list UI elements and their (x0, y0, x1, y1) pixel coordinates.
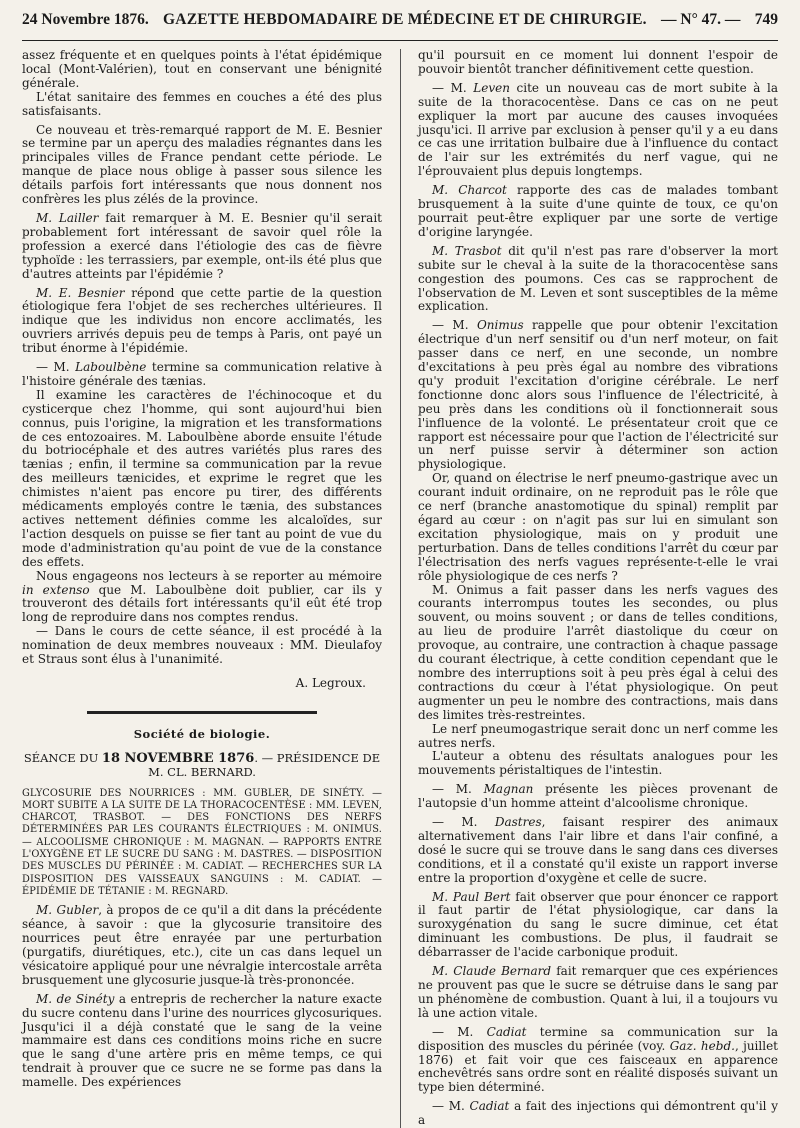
paragraph-text: dit qu'il n'est pas rare d'observer la mort subite sur le cheval à la suite de la thoracocentèse sans congestion des poumons. Ces cas se rapprochent de l'observation de M. Leven et sont susceptibles de la même explication. (418, 243, 778, 314)
paragraph-text: présente les pièces provenant de l'autopsie d'un homme atteint d'alcoolisme chronique. (418, 782, 779, 811)
paragraph-text: répond que cette partie de la question étiologique fera l'objet de ses recherches ultérieures. Il indique que les individus non encore acclimatés, les ouvriers arrivés depuis peu de temps à Paris, ont payé un tribut énorme à l'épidémie. (22, 285, 382, 356)
dash-prefix: — M. (432, 80, 474, 95)
paragraph-text: rapporte des cas de malades tombant brusquement à la suite d'une quinte de toux, ce qu'on pourrait peut-être expliquer par une sorte de vertige d'origine laryngée. (418, 183, 779, 239)
speaker-name: Cadiat (469, 1099, 510, 1114)
header-date: 24 Novembre 1876. (22, 11, 149, 28)
header-journal-title: GAZETTE HEBDOMADAIRE DE MÉDECINE ET DE CHIRURGIE. (163, 11, 647, 28)
seance-heading (22, 752, 382, 780)
running-header (22, 0, 778, 41)
paragraph (418, 816, 778, 886)
paragraph (418, 965, 778, 1021)
speaker-name: Laboulbène (75, 360, 147, 375)
speaker-name: Dastres (494, 815, 542, 830)
paragraph-text: cite un nouveau cas de mort subite à la suite de la thoracocentèse. Dans ce cas on ne peut expliquer la mort par aucune des causes invoquées jusqu'ici. Il arrive par exclusion à penser qu'il y a eu dans ce cas une irritation bulbaire due à l'influence du contact de l'air sur les extrémités du nerf vague, qui ne l'éprouvaient plus depuis longtemps. (418, 80, 779, 179)
paragraph (418, 1100, 778, 1128)
dash-prefix: — M. (432, 782, 484, 797)
paragraph (418, 1026, 778, 1096)
seance-date: 18 NOVEMBRE 1876 (101, 750, 255, 766)
emphasis: in extenso (22, 582, 90, 597)
speaker-name: Magnan (483, 782, 534, 797)
paragraph: M. Onimus a fait passer dans les nerfs vagues des courants interrompus toutes les secondes, ou plus souvent, ou moins souvent ; or dans de telles conditions, au lieu de produire l'arrêt diastolique du cœur on provoque, au contraire, une contraction à chaque passage du courant électrique, à cette condition cependant que le nombre des interruptions soit à peu près égal à celui des contractions du cœur à l'état physiologique. On peut augmenter un peu le nombre des contractions, mais dans des limites très-restreintes. (418, 582, 778, 722)
paragraph-text: fait remarquer que ces expériences ne prouvent pas que le sucre se détruise dans le sang par un phénomène de combustion. Quant à lui, il a toujours vu là une action vitale. (418, 964, 778, 1020)
paragraph-text: a entrepris de rechercher la nature exacte du sucre contenu dans l'urine des nourrices glycosuriques. Jusqu'ici il a déjà constaté que le sang de la veine mammaire est dans ces conditions moins riche en sucre que le sang d'une artère pris en même temps, ce qui tendrait à prouver que ce sucre ne se forme pas dans la mamelle. Des expériences (22, 991, 382, 1090)
paragraph-text: termine sa communication relative à l'histoire générale des tænias. (22, 360, 383, 388)
paragraph-text: fait remarquer à M. E. Besnier qu'il serait probablement fort intéressant de savoir quel rôle la profession a exercé dans l'étiologie des cas de fièvre typhoïde : les terrassiers, par exemple, ont-ils été plus que d'autres atteints par l'épidémie ? (22, 210, 382, 281)
dash-prefix: — M. (432, 1099, 470, 1114)
speaker-name: M. de Sinéty (36, 991, 115, 1006)
paragraph (418, 891, 778, 961)
seance-presidency: . — PRÉSIDENCE DE M. CL. BERNARD. (148, 750, 381, 779)
paragraph (22, 570, 382, 626)
speaker-name: Leven (473, 80, 510, 95)
dash-prefix: — M. (36, 360, 76, 375)
paragraph: L'état sanitaire des femmes en couches a été des plus satisfaisants. (22, 89, 382, 118)
paragraph-text: , juillet 1876) et fait voir que ces faisceaux en apparence enchevêtrés sans ordre sont en réalité disposés suivant un type bien déterminé. (418, 1038, 778, 1095)
paragraph-text: termine sa communication sur la disposition des muscles du périnée (voy. (418, 1024, 778, 1053)
speaker-name: M. Paul Bert (432, 889, 511, 904)
paragraph (22, 993, 382, 1090)
paragraph (418, 245, 778, 315)
paragraph (22, 361, 382, 389)
paragraph: assez fréquente et en quelques points à l'état épidémique local (Mont-Valérien), tout en conservant une bénignité générale. (22, 48, 382, 90)
paragraph (418, 82, 778, 179)
paragraph-text: , faisant respirer des animaux alternativement dans l'air libre et dans l'air confiné, a dosé le sucre qui se trouve dans le sang dans ces diverses conditions, et il a constaté qu'il existe un rapport inverse entre la proportion d'oxygène et celle de sucre. (418, 815, 779, 885)
paragraph-text: Nous engageons nos lecteurs à se reporter au mémoire (36, 568, 382, 583)
journal-reference: Gaz. hebd. (669, 1038, 735, 1053)
dash-prefix: — M. (432, 1024, 487, 1039)
speaker-name: M. Claude Bernard (432, 964, 552, 979)
header-page-number: 749 (754, 11, 778, 28)
section-title: Société de biologie. (133, 726, 271, 741)
author-signature: A. Legroux. (295, 675, 366, 690)
column-divider (400, 49, 401, 1128)
section-separator-rule (87, 711, 317, 714)
paragraph: L'auteur a obtenu des résultats analogues pour les mouvements péristaltiques de l'intestin. (418, 749, 778, 778)
speaker-name: M. E. Besnier (36, 285, 125, 300)
paragraph-text: rappelle que pour obtenir l'excitation électrique d'un nerf sensitif ou d'un nerf moteur, on fait passer dans ce nerf, en une seconde, un nombre d'excitations à peu près égal au nombre des vibrations qu'y produit l'excitation d'origine cérébrale. Le nerf fonctionne donc alors sous l'influence de l'électricité, à peu près dans les conditions où il fonctionnerait sous l'influence de la volonté. Le présentateur croit que ce rapport est nécessaire pour que l'action de l'électricité sur un nerf puisse servir à déterminer son action physiologique. (418, 318, 778, 472)
paragraph-text: a fait des injections qui démontrent qu'il y a (418, 1099, 778, 1128)
paragraph-text: , à propos de ce qu'il a dit dans la précédente séance, à savoir : que la glycosurie transitoire des nourrices peut être enrayée par une perturbation (purgatifs, diurétiques, etc.), cite un cas dans lequel un vésicatoire appliqué pour une névralgie intercostale arrêta brusquement une glycosurie jusque-là très-prononcée. (22, 903, 382, 987)
speaker-name: M. Gubler (36, 903, 99, 918)
dash-prefix: — M. (432, 318, 477, 333)
dash-prefix: — M. (432, 815, 495, 830)
paragraph (418, 319, 778, 472)
seance-prefix: SÉANCE DU (23, 750, 102, 765)
speaker-name: M. Charcot (432, 183, 507, 198)
session-summary: GLYCOSURIE DES NOURRICES : MM. GUBLER, DE SINÉTY. — MORT SUBITE A LA SUITE DE LA THORACOCENTÈSE : MM. LEVEN, CHARCOT, TRASBOT. — DES FONCTIONS DES NERFS DÉTERMINÉES PAR LES COURANTS ÉLECTRIQUES : M. ONIMUS. — ALCOOLISME CHRONIQUE : M. MAGNAN. — RAPPORTS ENTRE L'OXYGÈNE ET LE SUCRE DU SANG : M. DASTRES. — DISPOSITION DES MUSCLES DU PÉRINÉE : M. CADIAT. — RECHERCHES SUR LA DISPOSITION DES VAISSEAUX SANGUINS : M. CADIAT. — ÉPIDÉMIE DE TÉTANIE : M. REGNARD. (22, 787, 382, 897)
paragraph (418, 783, 778, 811)
speaker-name: Onimus (476, 318, 524, 333)
paragraph-text: que M. Laboulbène doit publier, car ils y trouveront des détails fort intéressants qu'il eût été trop long de reproduire dans nos comptes rendus. (22, 582, 382, 625)
paragraph (418, 184, 778, 240)
paragraph (22, 287, 382, 357)
speaker-name: M. Lailler (36, 210, 99, 225)
paragraph: Or, quand on électrise le nerf pneumo-gastrique avec un courant induit ordinaire, on ne reproduit pas le rôle que ce nerf (branche anastomotique du spinal) remplit par égard au cœur : on n'agit pas sur lui en simulant son excitation physiologique, mais on y produit une perturbation. Dans de telles conditions l'arrêt du cœur par l'électrisation des nerfs vagues représente-t-elle le vrai rôle physiologique de ces nerfs ? (418, 471, 778, 583)
paragraph: Le nerf pneumogastrique serait donc un nerf comme les autres nerfs. (418, 721, 778, 750)
paragraph: Ce nouveau et très-remarqué rapport de M. E. Besnier se termine par un aperçu des maladies régnantes dans les principales villes de France pendant cette période. Le manque de place nous oblige à passer sous silence les détails parfois fort intéressants que nous donnent nos confrères les plus zélés de la province. (22, 122, 382, 207)
paragraph (22, 904, 382, 987)
paragraph: qu'il poursuit en ce moment lui donnent l'espoir de pouvoir bientôt trancher définitivement cette question. (418, 48, 778, 76)
right-column (418, 49, 778, 1128)
paragraph: — Dans le cours de cette séance, il est procédé à la nomination de deux membres nouveaux : MM. Dieulafoy et Straus sont élus à l'unanimité. (22, 624, 382, 667)
left-column (22, 49, 382, 1128)
header-issue-number: — N° 47. — (661, 11, 741, 28)
two-column-body (22, 49, 778, 1128)
speaker-name: M. Trasbot (432, 243, 502, 258)
paragraph: Il examine les caractères de l'échinocoque et du cysticerque chez l'homme, qui sont aujourd'hui bien connus, puis l'origine, la migration et les transformations de ces entozoaires. M. Laboulbène aborde ensuite l'étude du botriocéphale et des autres variétés plus rares des tænias ; enfin, il termine sa communication par la revue des meilleurs tænicides, et exprime le regret que les chimistes n'aient pas encore pu tirer, des différents médicaments employés contre le tænia, des substances actives nettement définies comme les alcaloïdes, sur l'action desquels on puisse se fier tant au point de vue du mode d'administration qu'au point de vue de la constance des effets. (22, 387, 382, 569)
paragraph (22, 212, 382, 282)
paragraph-text: fait observer que pour énoncer ce rapport il faut partir de l'état physiologique, car dans la suroxygénation du sang le sucre diminue, cet état diminuant les combustions. De plus, il faudrait se débarrasser de l'acide carbonique produit. (418, 889, 779, 960)
speaker-name: Cadiat (486, 1024, 527, 1039)
